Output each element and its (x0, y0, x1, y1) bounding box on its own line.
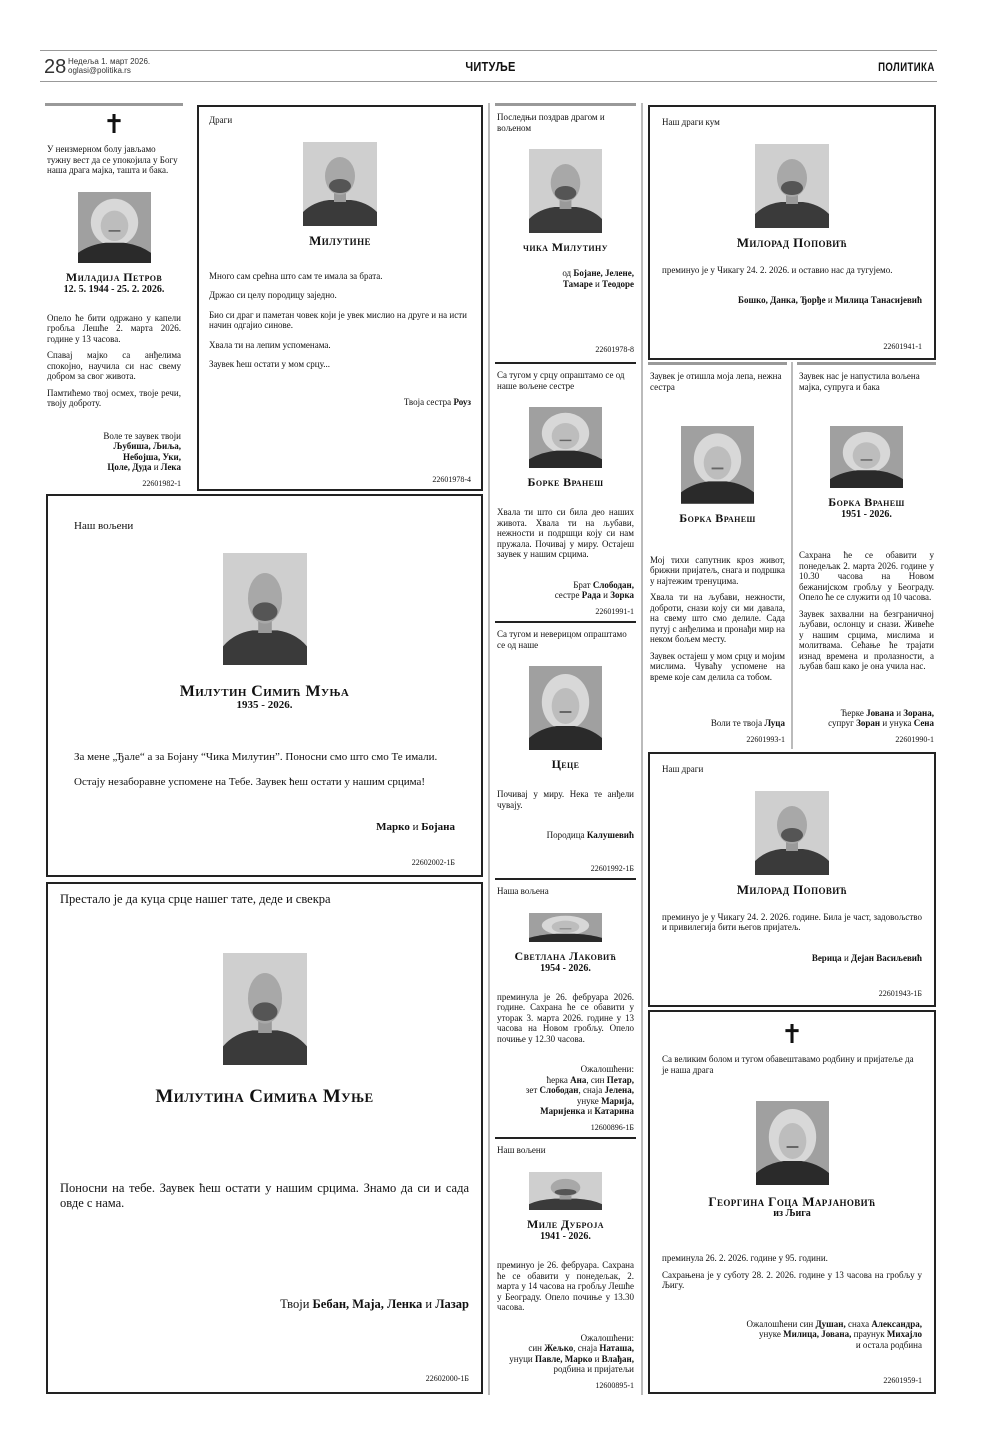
ad-code: 22601941-1 (883, 341, 922, 351)
notice-body (662, 912, 922, 939)
deceased-photo (681, 426, 754, 504)
signature-text: и (409, 821, 422, 833)
mourner-name: Слободан (539, 1085, 579, 1095)
notice-intro: Наш вољени (74, 520, 134, 532)
obituary-notice (46, 882, 483, 1394)
obituary-notice (46, 494, 483, 877)
ad-code: 22601982-1 (142, 478, 181, 488)
notice-body (497, 1260, 634, 1319)
signature-text: Породица (546, 830, 587, 840)
deceased-photo (529, 666, 602, 750)
signature-text: сестре (554, 590, 582, 600)
notice-signature (74, 821, 455, 834)
signature-text: снаха (845, 1318, 872, 1329)
signature-line (497, 1096, 634, 1107)
signature-text: родбина и пријатељи (553, 1364, 634, 1374)
mourner-name: Марко (376, 821, 410, 833)
notice-paragraph: Хвала ти на лепим успоменама. (209, 339, 331, 350)
notice-paragraph: Хвала ти што си била део наших живота. Хвала ти на љубави, нежности и подршци коју си нам пружала. Почивај у миру. Остајеш заувек у нашим срцима. (497, 507, 634, 559)
signature-line (662, 1319, 922, 1330)
ad-code: 22601978-8 (595, 344, 634, 354)
obituary-notice (648, 1010, 936, 1394)
deceased-photo (529, 913, 602, 942)
notice-body (60, 1181, 469, 1217)
column-divider (791, 362, 793, 749)
notice-signature (662, 295, 922, 306)
signature-line (497, 580, 634, 591)
mourner-name: Зорана, (903, 707, 934, 718)
mourner-name: Павле, Марко (534, 1353, 593, 1364)
notice-signature (662, 953, 922, 964)
obituary-notice (495, 878, 636, 1137)
signature-line (74, 821, 455, 834)
signature-line (497, 1364, 634, 1375)
signature-text: Твоји (280, 1297, 313, 1311)
notice-paragraph: преминула 26. 2. 2026. године у 95. години. (662, 1253, 828, 1263)
notice-signature (497, 268, 634, 289)
signature-line (799, 708, 934, 719)
ad-code: 22601992-1Б (590, 863, 634, 873)
signature-text: и (893, 707, 904, 718)
notice-paragraph: Спавај мајко са анђелима спокојно, научила си нас свему добром за свог живота. (47, 350, 181, 381)
deceased-name: Милорад Поповић (736, 234, 848, 250)
signature-text: и (841, 952, 852, 963)
signature-line (497, 1343, 634, 1354)
signature-text: Ожалошћени: (580, 1332, 634, 1343)
notice-paragraph: Мој тихи сапутник кроз живот, брижни пријатељ, снага и подршка у најтежим тренуцима. (650, 554, 785, 586)
mourner-name: Цоле, Дуда (107, 462, 152, 472)
notice-body (497, 507, 634, 566)
mourner-name: Жељко (544, 1343, 574, 1353)
deceased-photo (223, 953, 307, 1065)
mourner-name: Зорка (610, 590, 634, 600)
signature-line (497, 268, 634, 279)
obituary-notice (495, 1137, 636, 1395)
signature-text: Ожалошћени син (746, 1318, 816, 1329)
signature-line (47, 431, 181, 442)
deceased-photo (303, 142, 377, 226)
ad-code: 22601943-1Б (878, 988, 922, 998)
obituary-notice (648, 105, 936, 360)
notice-signature (662, 1319, 922, 1351)
signature-text: Твоја сестра (403, 396, 454, 407)
signature-text: , снаја (578, 1085, 605, 1095)
signature-text: , син (586, 1074, 607, 1085)
signature-text: и унука (880, 718, 914, 728)
ad-code: 22602002-1Б (411, 858, 455, 867)
notice-intro: Са тугом у срцу опраштамо се од наше вољене сестре (497, 370, 625, 391)
deceased-name: Миле Дуброја (527, 1217, 604, 1231)
deceased-name: Георгина Гоца Марјановић (708, 1194, 876, 1209)
notice-signature (650, 718, 785, 729)
signature-line (497, 1064, 634, 1075)
deceased-dates: 1935 - 2026. (236, 699, 293, 711)
page-number: 28 (44, 56, 67, 78)
mourner-name: Наташа, (599, 1343, 634, 1353)
notice-signature (209, 397, 471, 408)
signature-text: Воли те твоја (710, 718, 765, 728)
mourner-name: Јелена, (604, 1085, 634, 1095)
signature-text: и остала родбина (855, 1339, 922, 1350)
mourner-name: Небојша, Уки, (123, 451, 181, 462)
signature-line (662, 295, 922, 306)
notice-intro: Наш драги (662, 764, 704, 774)
notice-intro: Наша вољена (497, 886, 549, 896)
mourner-name: Луца (764, 718, 785, 728)
signature-text: ћерка (546, 1074, 571, 1085)
deceased-name: Цеце (551, 757, 580, 771)
notice-intro: Последњи поздрав драгом и вољеном (497, 112, 605, 133)
mourner-name: Лазар (435, 1297, 469, 1311)
deceased-photo (529, 1172, 602, 1211)
signature-text: Ћерке (840, 707, 867, 718)
deceased-dates: из Љига (773, 1208, 811, 1219)
signature-line (662, 953, 922, 964)
mourner-name: Верица (811, 952, 842, 963)
notice-body (662, 1253, 922, 1297)
ad-code: 22601978-4 (432, 474, 471, 484)
mourner-name: Јована (866, 707, 894, 718)
notice-paragraph: Сахрана ће се обавити у понедељак 2. марта 2026. године у 10.30 часова на Новом бежанијском гробљу у Београду. Опело ће се служити од 10 часова. (799, 550, 934, 602)
notice-paragraph: преминула је 26. фебруара 2026. године. Сахрана ће се обавити у уторак 3. марта 2026. године у 13 часова на Новом гробљу. Опело почиње у 12.30 часова. (497, 991, 634, 1044)
signature-text: , снаја (573, 1343, 600, 1353)
ad-code: 22602000-1Б (425, 1374, 469, 1383)
obituary-notice (45, 103, 183, 493)
orthodox-cross-icon: ✝ (103, 110, 125, 139)
signature-text: и (151, 462, 161, 472)
signature-text: Брат (573, 579, 593, 590)
mourner-name: Катарина (594, 1106, 634, 1116)
signature-text: унуци (509, 1353, 535, 1364)
obituary-notice (495, 103, 636, 359)
signature-text: зет (525, 1085, 540, 1095)
deceased-name: Милорад Поповић (736, 881, 848, 897)
deceased-name: Борке Вранеш (527, 475, 604, 489)
notice-intro: У неизмерном болу јављамо тужну вест да се упокојила у Богу наша драга мајка, ташта и бака. (47, 144, 178, 175)
signature-text: и (592, 278, 603, 289)
signature-text: унуке (758, 1329, 784, 1339)
notice-intro: Са тугом и неверицом опраштамо се од наше (497, 629, 627, 650)
deceased-dates: 1941 - 2026. (540, 1231, 591, 1242)
mourner-name: Душан, (815, 1318, 846, 1329)
mourner-name: Милица Танасијевић (834, 295, 922, 305)
deceased-name: Милутине (309, 232, 371, 248)
deceased-name: Милутин Симић Муња (179, 683, 350, 700)
signature-text: и (585, 1106, 595, 1116)
notice-paragraph: Држао си целу породицу заједно. (209, 290, 337, 300)
mourner-name: Роуз (453, 396, 471, 407)
mourner-name: Калушевић (586, 830, 634, 840)
deceased-photo (529, 149, 602, 233)
signature-line (799, 718, 934, 729)
notice-paragraph: Много сам срећна што сам те имала за брата. (209, 270, 383, 281)
notice-signature (497, 1064, 634, 1117)
header-bottom-rule (40, 81, 937, 82)
signature-line (497, 590, 634, 601)
signature-line (497, 1075, 634, 1086)
notice-intro: Заувек нас је напустила вољена мајка, супруга и бака (799, 371, 920, 392)
notice-paragraph: Памтићемо твој осмех, твоје речи, твоју доброту. (47, 387, 181, 408)
notice-paragraph: Заувек захвални на безграничној љубави, ослонцу и снази. Живеће у нашим срцима, мислима и молитвама. Сећање ће трајати изнад времена и пролазности, а љубав баш како је она учила нас. (799, 608, 934, 671)
notice-paragraph: Сахрањена је у суботу 28. 2. 2026. године у 13 часова на гробљу у Љигу. (662, 1269, 922, 1290)
signature-line (497, 830, 634, 841)
signature-line (47, 462, 181, 473)
ad-code: 22601990-1 (895, 734, 934, 744)
notice-paragraph: Заувек остајеш у мом срцу и мојим мислима. Чуваћу успомене на време које сам делила са тобом. (650, 650, 785, 682)
newspaper-logo: ПОЛИТИКА (878, 60, 935, 74)
signature-line (662, 1340, 922, 1351)
notice-signature (60, 1297, 469, 1312)
signature-line (497, 1354, 634, 1365)
notice-signature (47, 431, 181, 473)
issue-date: Недеља 1. март 2026. (68, 57, 151, 66)
signature-line (47, 452, 181, 463)
obituary-notice (495, 621, 636, 878)
deceased-photo (756, 1101, 829, 1185)
contact-email[interactable]: oglasi@politika.rs (68, 66, 131, 75)
notice-paragraph: Поносни на тебе. Заувек ћеш остати у нашим срцима. Знамо да си и сада овде с нама. (60, 1181, 469, 1210)
notice-body (497, 992, 634, 1051)
signature-text: Воле те заувек твоји (103, 430, 181, 441)
notice-paragraph: Почивај у миру. Нека те анђели чувају. (497, 789, 634, 810)
notice-body (47, 313, 181, 415)
signature-line (497, 1333, 634, 1344)
orthodox-cross-icon: ✝ (781, 1020, 803, 1049)
mourner-name: Михајло (886, 1329, 922, 1339)
deceased-dates: 1951 - 2026. (841, 509, 892, 520)
signature-text: и (592, 1353, 602, 1364)
notice-intro: Са великим болом и тугом обавештавамо родбину и пријатеље да је наша драга (662, 1054, 914, 1075)
notice-paragraph: Заувек ћеш остати у мом срцу... (209, 359, 330, 369)
deceased-photo (830, 426, 903, 488)
mourner-name: Сена (913, 718, 934, 728)
deceased-name: чика Милутину (523, 240, 608, 254)
obituary-notice (495, 362, 636, 621)
notice-intro: Драги (209, 115, 233, 125)
signature-line (497, 279, 634, 290)
notice-signature (497, 1333, 634, 1375)
notice-body (74, 751, 455, 801)
obituary-notice (197, 105, 483, 491)
mourner-name: Лека (160, 462, 181, 472)
mourner-name: Тамаре (562, 278, 593, 289)
signature-text: супруг (828, 718, 857, 728)
signature-text: праунук (851, 1329, 887, 1339)
mourner-name: Бошко, Данка, Ђорђе (738, 295, 826, 305)
signature-text: од (562, 268, 574, 278)
deceased-name: Борка Вранеш (679, 510, 756, 525)
deceased-photo (755, 144, 829, 228)
notice-paragraph: преминуо је у Чикагу 24. 2. 2026. и оставио нас да тугујемо. (662, 264, 893, 275)
notice-paragraph: преминуо је у Чикагу 24. 2. 2026. године. Била је част, задовољство и привилегија бити његов пријатељ. (662, 911, 922, 932)
signature-text: и (600, 590, 611, 600)
section-title: ЧИТУЉЕ (465, 59, 516, 74)
obituary-notice (648, 752, 936, 1007)
mourner-name: Бојане, Јелене, (573, 268, 634, 278)
notice-paragraph: Остају незаборавне успомене на Тебе. Заувек ћеш остати у нашим срцима! (74, 776, 426, 788)
signature-line (47, 441, 181, 452)
mourner-name: Зоран (856, 718, 881, 728)
column-divider (488, 103, 490, 1395)
mourner-name: Љубиша, Љиља, (113, 441, 181, 451)
signature-text: и (825, 295, 835, 305)
signature-text: и (422, 1297, 436, 1311)
deceased-name: Борка Вранеш (828, 495, 905, 509)
notice-signature (497, 580, 634, 601)
mourner-name: Бојана (421, 821, 455, 833)
deceased-name: Миладија Петров (65, 269, 163, 284)
notice-body (662, 265, 922, 282)
mourner-name: Александра, (871, 1318, 922, 1329)
deceased-name: Милутина Симића Муње (155, 1086, 374, 1107)
signature-line (60, 1297, 469, 1312)
obituary-notice (797, 362, 936, 749)
ad-code: 22601959-1 (883, 1375, 922, 1385)
notice-signature (799, 708, 934, 729)
ad-code: 22601993-1 (746, 734, 785, 744)
deceased-name: Светлана Лаковић (514, 948, 617, 963)
signature-text: син (528, 1343, 545, 1353)
signature-line (497, 1085, 634, 1096)
notice-intro: Престало је да куца срце нашег тате, деде и свекра (60, 892, 331, 906)
notice-body (497, 789, 634, 816)
mourner-name: Марија, (601, 1095, 634, 1106)
mourner-name: Бебан, Маја, Ленка (312, 1297, 423, 1311)
ad-code: 22601991-1 (595, 606, 634, 616)
mourner-name: Петар, (606, 1074, 634, 1085)
notice-intro: Наш драги кум (662, 117, 720, 127)
mourner-name: Теодоре (602, 278, 634, 289)
deceased-dates: 12. 5. 1944 - 25. 2. 2026. (63, 283, 165, 295)
notice-paragraph: За мене „Ђале“ а за Бојану “Чика Милутин”. Поносни смо што смо Те имали. (74, 751, 438, 763)
signature-line (209, 397, 471, 408)
obituary-notice (648, 362, 787, 749)
notice-intro: Наш вољени (497, 1145, 546, 1155)
notice-body (650, 555, 785, 689)
notice-paragraph: преминуо је 26. фебруара. Сахрана ће се обавити у понедељак, 2. марта у 14 часова на гробљу Лешће у Београду. Опело почиње у 13.30 часова. (497, 1260, 634, 1312)
signature-line (650, 718, 785, 729)
deceased-photo (529, 407, 602, 468)
notice-paragraph: Био си драг и паметан човек који је увек мислио на друге и на исти начин одгајио синове. (209, 309, 467, 330)
mourner-name: Слободан, (592, 579, 634, 590)
signature-line (662, 1329, 922, 1340)
deceased-dates: 1954 - 2026. (540, 962, 591, 974)
notice-paragraph: Опело ће бити одржано у капели гробља Лешће 2. марта 2026. године у 13 часова. (47, 312, 181, 344)
mourner-name: Рада (581, 590, 601, 600)
signature-line (497, 1106, 634, 1117)
notice-body (799, 550, 934, 678)
mourner-name: Милица, Јована, (783, 1329, 852, 1339)
ad-code: 12600895-1 (595, 1380, 634, 1390)
column-divider (641, 103, 643, 1395)
deceased-photo (78, 192, 151, 263)
deceased-photo (755, 791, 829, 875)
notice-body (209, 271, 471, 379)
mourner-name: Дејан Васиљевић (851, 952, 922, 963)
signature-text: унуке (576, 1095, 602, 1106)
mourner-name: Маријенка (540, 1106, 586, 1116)
ad-code: 12600896-1Б (590, 1122, 634, 1132)
mourner-name: Ана (570, 1074, 587, 1085)
notice-signature (497, 830, 634, 841)
notice-intro: Заувек је отишла моја лепа, нежна сестра (650, 371, 782, 392)
header-top-rule (40, 50, 937, 51)
deceased-photo (223, 553, 307, 665)
signature-text: Ожалошћени: (580, 1064, 634, 1074)
mourner-name: Влађан, (601, 1353, 634, 1364)
notice-paragraph: Хвала ти на љубави, нежности, доброти, снази коју си ми давала, на свему што смо делиле. Сада путуј с анђелима и пронађи мир на неком бољем месту. (650, 592, 785, 644)
